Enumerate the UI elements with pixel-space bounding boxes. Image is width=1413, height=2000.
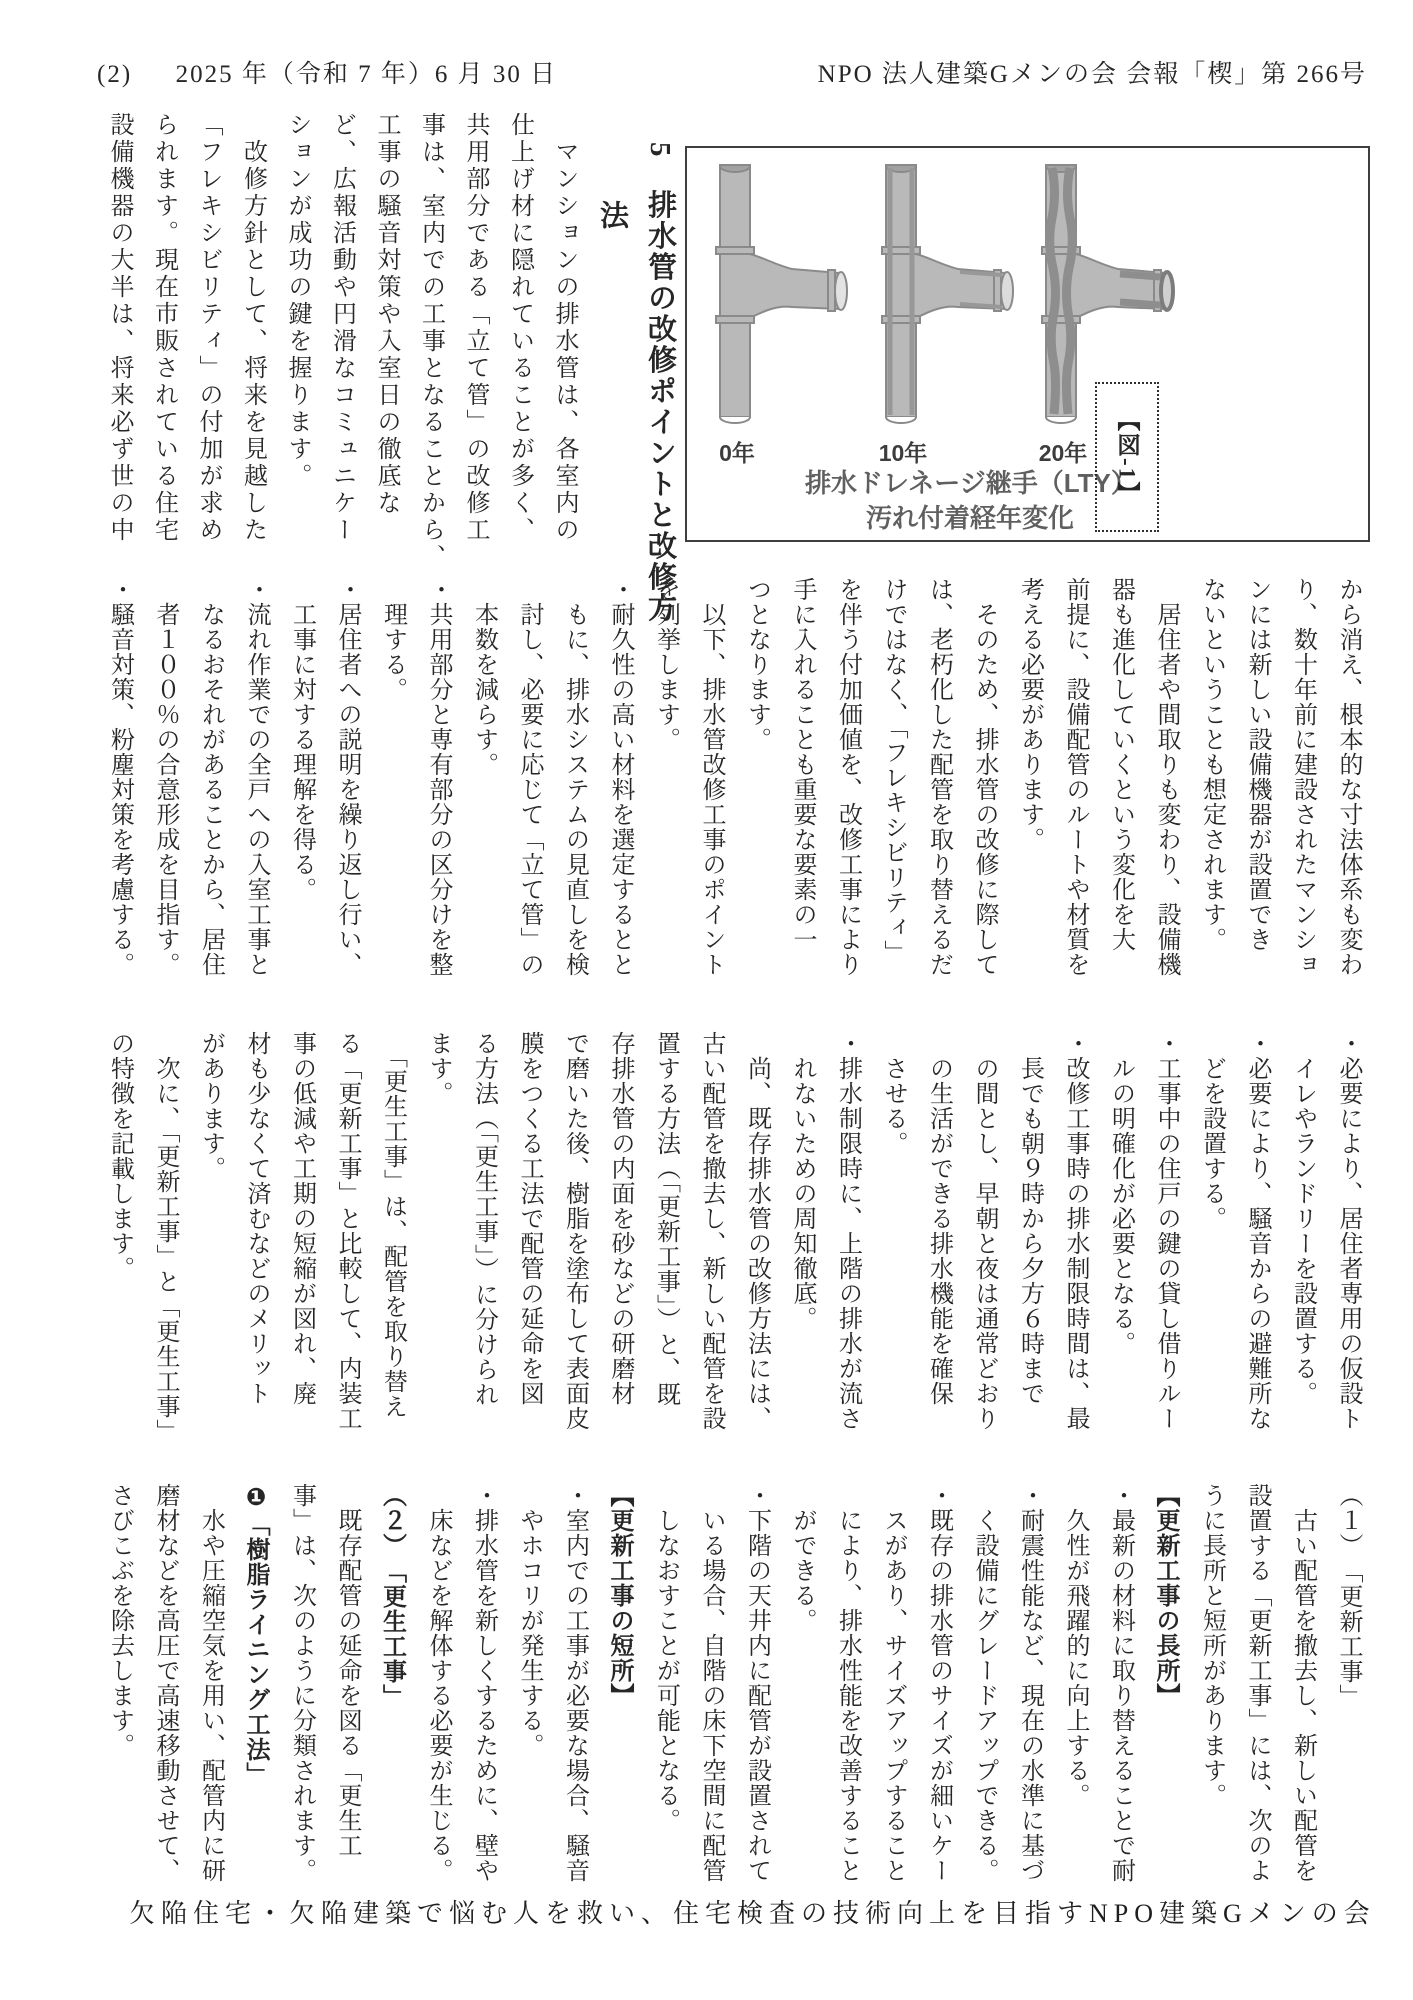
pipe-age-label-0yr: 0年 xyxy=(719,440,755,466)
text-column: ・流れ作業での全戸への入室工事と xyxy=(243,577,269,977)
text-column: ・耐震性能など、現在の水準に基づ xyxy=(1016,1483,1043,1883)
text-column: ・工事中の住戸の鍵の貸し借りルー xyxy=(1153,1031,1179,1431)
text-column: ❶「樹脂ライニング工法」 xyxy=(242,1483,269,1787)
figure-caption xyxy=(805,466,1135,536)
text-column: ・最新の材料に取り替えることで耐 xyxy=(1107,1483,1134,1883)
text-column: 既存配管の延命を図る「更生工 xyxy=(334,1483,360,1858)
text-column: ンには新しい設備機器が設置でき xyxy=(1244,577,1270,952)
text-column: 次に、「更新工事」と「更生工事」 xyxy=(152,1031,178,1444)
text-column: 久性が飛躍的に向上する。 xyxy=(1062,1483,1088,1808)
text-column: 本数を減らす。 xyxy=(470,577,497,777)
header-publication: NPO 法人建築Gメンの会 会報「楔」第 266号 xyxy=(817,61,1367,88)
text-column: 長でも朝９時から夕方６時まで xyxy=(1016,1031,1043,1406)
text-column: 事は、室内での工事となることから、 xyxy=(417,112,444,571)
text-column: の特徴を記載します。 xyxy=(106,1031,133,1281)
text-column: を伴う付加価値を、改修工事により xyxy=(834,577,861,977)
text-column: 磨材などを高圧で高速移動させて、 xyxy=(152,1483,178,1883)
text-column: なるおそれがあることから、居住 xyxy=(197,577,224,977)
text-column: ・室内での工事が必要な場合、騒音 xyxy=(561,1483,588,1883)
text-column: 工事に対する理解を得る。 xyxy=(288,577,315,902)
text-column: 尚、既存排水管の改修方法には、 xyxy=(743,1031,770,1431)
text-column: 前提に、設備配管のルートや材質を xyxy=(1062,577,1088,977)
header-date xyxy=(97,54,557,90)
text-column: る方法（「更生工事」）に分けられ xyxy=(470,1031,497,1407)
text-column: から消え、根本的な寸法体系も変わ xyxy=(1335,577,1361,977)
text-column: く設備にグレードアップできる。 xyxy=(971,1483,997,1883)
text-column: の間とし、早朝と夜は通常どおり xyxy=(971,1031,997,1431)
body-text-band-3 xyxy=(96,1031,1370,1444)
body-text-band-2 xyxy=(96,577,1370,981)
text-column: 討し、必要に応じて「立て管」の xyxy=(516,577,542,977)
text-column: 【更新工事の短所】 xyxy=(606,1483,633,1708)
text-column: 古い配管を撤去し、新しい配管を xyxy=(1289,1483,1316,1883)
figure-1-drain-pipe-aging xyxy=(685,146,1370,542)
text-column: ・居住者への説明を繰り返し行い、 xyxy=(334,577,360,977)
text-column: 考える必要があります。 xyxy=(1016,577,1043,852)
headline-line2: 法 xyxy=(596,200,628,231)
text-column: ・共用部分と専有部分の区分けを整 xyxy=(425,577,451,977)
text-column: 共用部分である「立て管」の改修工 xyxy=(462,112,488,544)
text-column: 器も進化していくという変化を大 xyxy=(1107,577,1134,952)
text-column: どを設置する。 xyxy=(1198,1031,1225,1231)
issue-date: 2025 年（令和 7 年）6 月 30 日 xyxy=(175,61,558,88)
page-footer-slogan: 欠陥住宅・欠陥建築で悩む人を救い、住宅検査の技術向上を目指すNPO建築Gメンの会 xyxy=(129,1899,1376,1928)
text-column: 工事の騒音対策や入室日の徹底な xyxy=(373,112,399,517)
text-column: ・既存の排水管のサイズが細いケー xyxy=(925,1483,952,1883)
text-column: 水や圧縮空気を用い、配管内に研 xyxy=(197,1483,224,1883)
text-column: 床などを解体する必要が生じる。 xyxy=(425,1483,451,1883)
text-column: 「フレキシビリティ」の付加が求め xyxy=(195,112,221,544)
text-column: 置する方法（「更新工事」）と、既 xyxy=(652,1031,679,1407)
text-column: 仕上げ材に隠れていることが多く、 xyxy=(506,112,533,544)
text-column: （１） 「更新工事」 xyxy=(1335,1483,1361,1709)
text-column: 事」は、次のように分類されます。 xyxy=(288,1483,315,1883)
text-column: 設備機器の大半は、将来必ず世の中 xyxy=(106,112,132,544)
text-column: やホコリが発生する。 xyxy=(516,1483,542,1758)
text-column: 設置する「更新工事」には、次のよ xyxy=(1244,1483,1270,1883)
text-column: さびこぶを除去します。 xyxy=(106,1483,133,1758)
section-top-band xyxy=(96,112,1370,624)
text-column: ・必要により、居住者専用の仮設ト xyxy=(1335,1031,1361,1431)
text-column: ないということも想定されます。 xyxy=(1198,577,1225,952)
text-column: 手に入れることも重要な要素の一 xyxy=(789,577,815,952)
page-number: (2) xyxy=(97,61,133,88)
text-column: しなおすことが可能となる。 xyxy=(652,1483,679,1833)
text-column: ・必要により、騒音からの避難所な xyxy=(1244,1031,1270,1431)
opening-paragraph-columns xyxy=(96,112,586,572)
text-column: られます。現在市販されている住宅 xyxy=(150,112,177,544)
text-column: は、老朽化した配管を取り替えるだ xyxy=(925,577,952,977)
page-header xyxy=(97,54,1367,90)
text-column: れないための周知徹底。 xyxy=(789,1031,815,1331)
text-column: ・改修工事時の排水制限時間は、最 xyxy=(1062,1031,1088,1431)
headline-line1: 5 排水管の改修ポイントと改修方 xyxy=(644,142,676,624)
text-column: 理する。 xyxy=(379,577,406,702)
pipe-joint-illustration-10yr xyxy=(868,160,1043,430)
text-column: があります。 xyxy=(197,1031,224,1181)
figure-caption-line1: 排水ドレネージ継手（LTY） xyxy=(805,468,1137,498)
text-column: を列挙します。 xyxy=(652,577,679,752)
text-column: ・騒音対策、粉塵対策を考慮する。 xyxy=(106,577,133,977)
text-column: （２） 「更生工事」 xyxy=(378,1483,406,1709)
text-column: 「更生工事」は、配管を取り替え xyxy=(379,1031,406,1419)
text-column: 材も少なくて済むなどのメリット xyxy=(243,1031,269,1406)
text-column: ができる。 xyxy=(789,1483,815,1633)
text-column: つとなります。 xyxy=(743,577,770,752)
pipe-age-label-10yr: 10年 xyxy=(878,440,928,466)
text-column: 【更新工事の長所】 xyxy=(1152,1483,1179,1708)
figure-number-tag: 【図-1】 xyxy=(1095,382,1159,532)
text-column: 古い配管を撤去し、新しい配管を設 xyxy=(698,1031,724,1431)
figure-caption-line2: 汚れ付着経年変化 xyxy=(865,503,1074,533)
text-column: 事の低減や工期の短縮が図れ、廃 xyxy=(288,1031,315,1406)
text-column: けではなく、「フレキシビリティ」 xyxy=(880,577,906,965)
text-column: もに、排水システムの見直しを検 xyxy=(561,577,588,977)
text-column: 膜をつくる工法で配管の延命を図 xyxy=(516,1031,542,1406)
text-column: ど、広報活動や円滑なコミュニケー xyxy=(328,112,355,544)
pipe-age-label-20yr: 20年 xyxy=(1038,440,1088,466)
text-column: イレやランドリーを設置する。 xyxy=(1289,1031,1316,1406)
text-column: スがあり、サイズアップすること xyxy=(880,1483,906,1883)
text-column: 以下、排水管改修工事のポイント xyxy=(698,577,724,977)
text-column: 改修方針として、将来を見越した xyxy=(239,112,266,544)
text-column: 者１００％の合意形成を目指す。 xyxy=(152,577,178,977)
text-column: そのため、排水管の改修に際して xyxy=(971,577,997,977)
text-column: ・耐久性の高い材料を選定するとと xyxy=(607,577,633,977)
text-column: ションが成功の鍵を握ります。 xyxy=(284,112,310,490)
text-column: の生活ができる排水機能を確保 xyxy=(925,1031,952,1406)
text-column: させる。 xyxy=(880,1031,906,1156)
text-column: ます。 xyxy=(425,1031,451,1106)
text-column: 居住者や間取りも変わり、設備機 xyxy=(1153,577,1179,977)
text-column: ルの明確化が必要となる。 xyxy=(1107,1031,1134,1356)
text-column: いる場合、自階の床下空間に配管 xyxy=(698,1483,724,1883)
body-text-band-4 xyxy=(96,1483,1370,1887)
text-column: うに長所と短所があります。 xyxy=(1198,1483,1225,1808)
text-column: で磨いた後、樹脂を塗布して表面皮 xyxy=(561,1031,588,1431)
text-column: ・下階の天井内に配管が設置されて xyxy=(743,1483,770,1883)
text-column: ・排水管を新しくするために、壁や xyxy=(470,1483,497,1883)
page-title xyxy=(588,142,684,624)
text-column: により、排水性能を改善すること xyxy=(834,1483,861,1883)
text-column: マンションの排水管は、各室内の xyxy=(551,112,577,544)
pipe-joint-illustration-0yr xyxy=(702,160,877,430)
text-column: ・排水制限時に、上階の排水が流さ xyxy=(834,1031,861,1431)
text-column: り、数十年前に建設されたマンショ xyxy=(1289,577,1316,977)
text-column: る「更新工事」と比較して、内装工 xyxy=(334,1031,360,1431)
text-column: 存排水管の内面を砂などの研磨材 xyxy=(607,1031,633,1406)
